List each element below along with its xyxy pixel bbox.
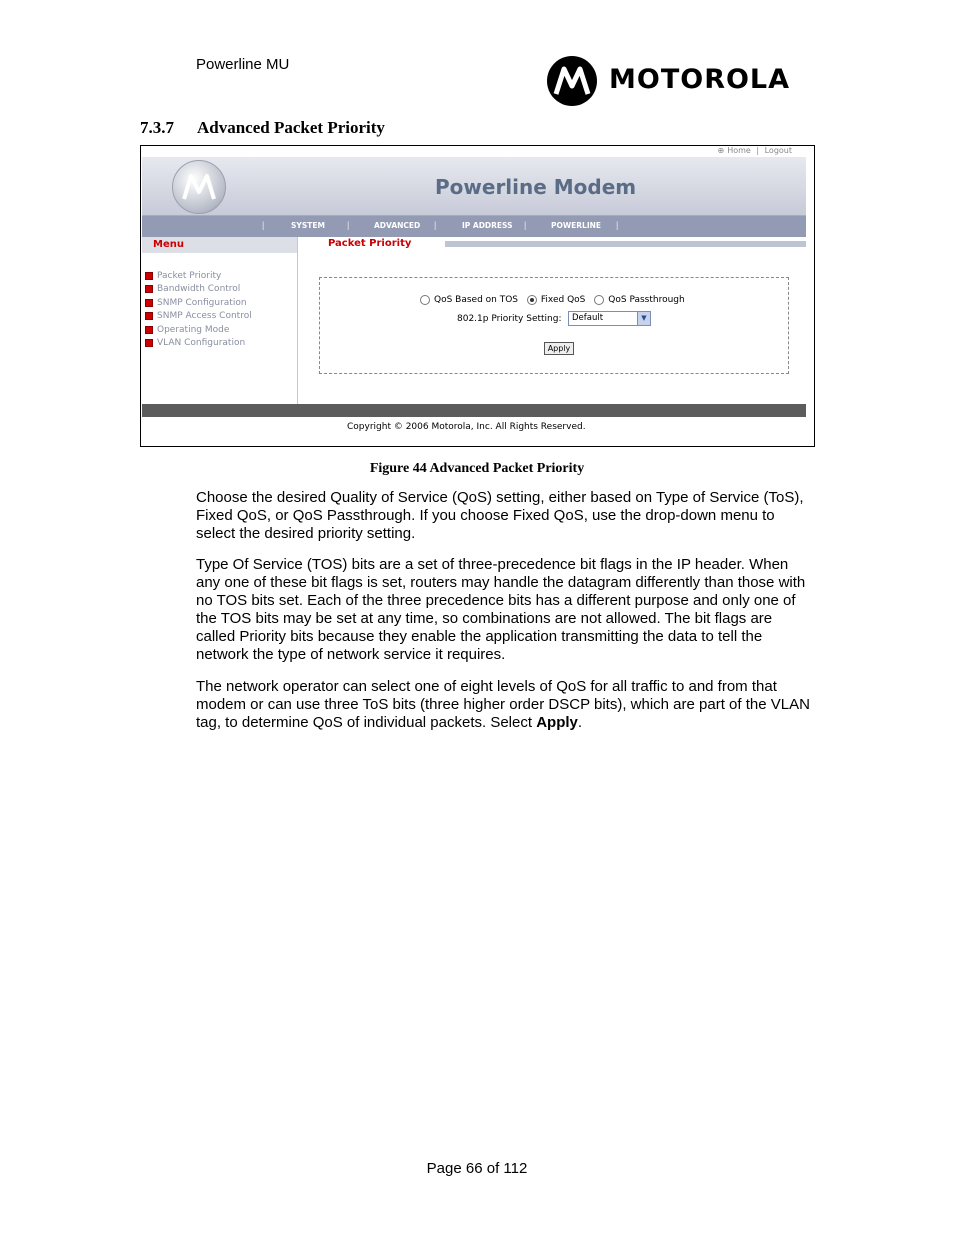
content-title-rule <box>445 241 806 247</box>
paragraph-2: Type Of Service (TOS) bits are a set of three-precedence bit flags in the IP header. When any one of these bit flags is set, routers may handle the datagram differently than those with no TOS bits set. Each of the three precedence bits has a different purpose and only one of the TOS bits may be set at any time, so combinations are not allowed. The bit flags are called Priority bits because they enable the application transmitting the data to tell the network the type of network service it requires. <box>196 556 806 663</box>
link-separator: | <box>756 146 760 155</box>
nav-system[interactable]: SYSTEM <box>291 221 325 230</box>
nav-separator: | <box>347 220 350 230</box>
menu-item-bandwidth-control[interactable]: Bandwidth Control <box>145 284 240 294</box>
bullet-icon <box>145 326 153 334</box>
paragraph-3-text: The network operator can select one of eight levels of QoS for all traffic to and from that modem or can use three ToS bits (three higher order DSCP bits), which are part of the VLAN tag, to determine QoS of individual packets. Select <box>196 678 810 731</box>
document-header-title: Powerline MU <box>196 56 290 73</box>
nav-separator: | <box>524 220 527 230</box>
nav-separator: | <box>262 220 265 230</box>
bullet-icon <box>145 312 153 320</box>
motorola-emblem-icon <box>172 160 226 214</box>
menu-header <box>142 237 297 253</box>
bullet-icon <box>145 272 153 280</box>
radio-qos-passthrough-label: QoS Passthrough <box>608 295 685 305</box>
motorola-batwing-icon <box>547 56 597 106</box>
page-number: Page 66 of 112 <box>426 1160 528 1177</box>
nav-ip-address[interactable]: IP ADDRESS <box>462 221 513 230</box>
nav-advanced[interactable]: ADVANCED <box>374 221 421 230</box>
bullet-icon <box>145 299 153 307</box>
motorola-wordmark: MOTOROLA <box>609 64 791 95</box>
menu-item-packet-priority[interactable]: Packet Priority <box>145 271 221 281</box>
paragraph-3-end: . <box>577 714 583 731</box>
bullet-icon <box>145 339 153 347</box>
paragraph-3 <box>196 678 811 732</box>
section-number: 7.3.7 <box>140 118 174 137</box>
motorola-logo <box>543 54 815 110</box>
top-links <box>714 146 792 155</box>
home-link[interactable]: Home <box>727 146 751 155</box>
radio-qos-tos-label: QoS Based on TOS <box>434 295 519 305</box>
radio-fixed-qos-label: Fixed QoS <box>540 295 586 305</box>
figure-screenshot <box>140 145 815 447</box>
priority-setting-label: 802.1p Priority Setting: <box>457 314 562 324</box>
menu-item-vlan-configuration[interactable]: VLAN Configuration <box>145 338 245 348</box>
banner-title: Powerline Modem <box>435 175 637 199</box>
logout-link[interactable]: Logout <box>764 146 792 155</box>
copyright-text: Copyright © 2006 Motorola, Inc. All Rights Reserved. <box>347 422 586 432</box>
footer-bar <box>142 404 806 417</box>
paragraph-3-apply: Apply <box>536 714 578 731</box>
menu-item-operating-mode[interactable]: Operating Mode <box>145 325 229 335</box>
apply-button[interactable]: Apply <box>544 342 574 355</box>
nav-powerline[interactable]: POWERLINE <box>551 221 602 230</box>
menu-item-snmp-configuration[interactable]: SNMP Configuration <box>145 298 247 308</box>
banner <box>142 157 806 216</box>
nav-bar <box>142 216 806 237</box>
qos-settings-box <box>319 277 789 374</box>
nav-separator: | <box>434 220 437 230</box>
section-title: Advanced Packet Priority <box>197 118 385 137</box>
paragraph-1: Choose the desired Quality of Service (QoS) setting, either based on Type of Service (ToS), Fixed QoS, or QoS Passthrough. If you choose Fixed QoS, use the drop-down menu to select the desired priority setting. <box>196 489 804 542</box>
home-icon: ⊕ <box>717 146 725 155</box>
content-title: Packet Priority <box>328 238 412 249</box>
sidebar <box>142 237 298 404</box>
figure-caption: Figure 44 Advanced Packet Priority <box>369 461 585 476</box>
radio-qos-tos[interactable] <box>420 295 430 305</box>
chevron-down-icon[interactable]: ▼ <box>637 312 650 325</box>
menu-title: Menu <box>153 239 184 250</box>
section-heading <box>140 118 385 138</box>
qos-radio-group <box>420 295 691 306</box>
nav-separator: | <box>616 220 619 230</box>
priority-setting-value: Default <box>572 313 604 323</box>
menu-item-snmp-access-control[interactable]: SNMP Access Control <box>145 311 252 321</box>
priority-setting-select[interactable] <box>568 311 651 326</box>
radio-fixed-qos[interactable] <box>527 295 537 305</box>
bullet-icon <box>145 285 153 293</box>
radio-qos-passthrough[interactable] <box>594 295 604 305</box>
